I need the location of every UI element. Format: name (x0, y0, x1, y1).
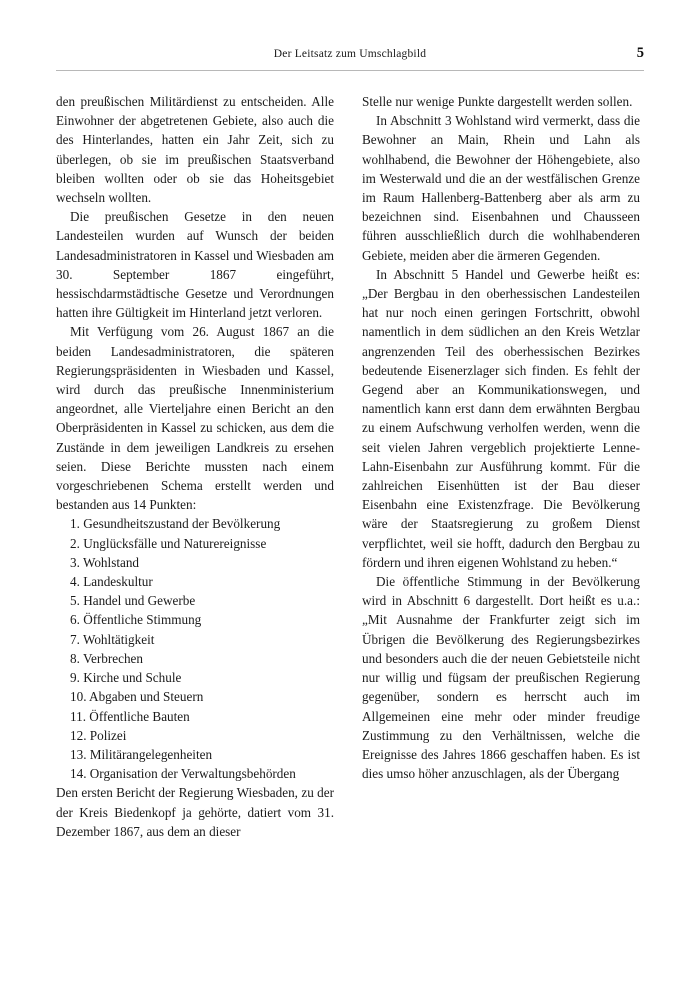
list-item: 7. Wohltätigkeit (70, 631, 155, 647)
paragraph: Die öffentliche Stimmung in der Bevölkerung wird in Abschnitt 6 dargestellt. Dort heißt es u.a.: „Mit Ausnahme der Frankfurter zeigt sich im Übrigen die Bevölkerung des Regierungsbezirkes und besonders auch die der neuen Gebietsteile nicht nur willig und fügsam der preußischen Regierung gegenüber, sondern es herrscht auch im Allgemeinen eine mehr oder minder freudige Zustimmung zu den Verhältnissen, welche die Ereignisse des Jahres 1866 geschaffen haben. Es ist dies umso höher anzuschlagen, als der Übergang (362, 574, 640, 782)
list-item: 2. Unglücksfälle und Naturereignisse (70, 535, 267, 551)
list-item: 3. Wohlstand (70, 554, 140, 570)
list-item: 11. Öffentliche Bauten (70, 708, 190, 724)
list-item: 4. Landeskultur (70, 574, 153, 590)
list-item: 13. Militärangelegenheiten (70, 746, 213, 762)
paragraph: Stelle nur wenige Punkte dargestellt werden sollen. (362, 94, 633, 109)
paragraph: Die preußischen Gesetze in den neuen Landesteilen wurden auf Wunsch der beiden Landesadministratoren in Kassel und Wiesbaden am 30. September 1867 eingeführt, hessischdarmstädtische Gesetze und Verordnungen hatten ihre Gültigkeit im Hinterland jetzt verloren. (56, 209, 334, 321)
running-title: Der Leitsatz zum Umschlagbild (273, 48, 427, 60)
list-item: 10. Abgaben und Steuern (70, 689, 204, 705)
list-item: 12. Polizei (70, 727, 127, 743)
paragraph: In Abschnitt 3 Wohlstand wird vermerkt, dass die Bewohner an Main, Rhein und Lahn als wohlhabend, die Bewohner der Höhengebiete, also im Westerwald und die an der westfälischen Grenze im Raum Hallenberg-Battenberg aber als arm zu bezeichnen sind. Eisenbahnen und Chausseen führen ausschließlich durch die wohlhabenderen Gebiete, meiden aber die ärmeren Gegenden. (362, 113, 640, 263)
paragraph: In Abschnitt 5 Handel und Gewerbe heißt es: „Der Bergbau in den oberhessischen Landesteilen hat nur noch einen geringen Fortschritt, obwohl namentlich in dem südlichen an den Kreis Wetzlar angrenzenden Teil des oberhessischen Bezirkes bedeutende Eisenerzlager sich finden. Es fehlt der Gegend aber an Kommunikationswegen, und namentlich kann erst dann dem erwähnten Bergbau zu einem Aufschwung verholfen werden, wenn die seit vielen Jahren vergeblich projektierte Lenne-Lahn-Eisenbahn zur Ausführung kommt. Für die zahlreichen Eisenhütten ist der Bau dieser Eisenbahn eine Existenzfrage. Die Bevölkerung wäre der Staatsregierung zu großem Dienst verpflichtet, weil sie hofft, dadurch den Bergbau zu fördern und ihren eigenen Wohlstand zu heben.“ (362, 266, 640, 570)
paragraph: Mit Verfügung vom 26. August 1867 an die beiden Landesadministratoren, die späteren Regierungspräsidenten in Wiesbaden und Kassel, wird durch das preußische Innenministerium angeordnet, alle Vierteljahre einen Bericht an den Oberpräsidenten in Kassel zu schicken, aus dem die Zustände in dem jeweiligen Landkreis zu ersehen seien. Diese Berichte mussten nach einem vorgeschriebenen Schema erstellt werden und bestanden aus 14 Punkten: (56, 324, 334, 513)
header-divider (56, 70, 644, 71)
list-item: 1. Gesundheitszustand der Bevölkerung (70, 516, 281, 532)
list-item: 8. Verbrechen (70, 650, 143, 666)
page-header (56, 45, 644, 78)
list-item: 14. Organisation der Verwaltungsbehörden (70, 766, 296, 782)
list-item: 5. Handel und Gewerbe (70, 593, 196, 609)
report-scheme-list (56, 514, 334, 783)
left-column (56, 92, 334, 841)
right-column (362, 92, 640, 841)
paragraph: Den ersten Bericht der Regierung Wiesbaden, zu der der Kreis Biedenkopf ja gehörte, datiert vom 31. Dezember 1867, aus dem an dieser (56, 785, 334, 839)
paragraph: den preußischen Militärdienst zu entscheiden. Alle Einwohner der abgetretenen Gebiete, also auch die des Hinterlandes, hatten ein Jahr Zeit, sich zu überlegen, ob sie im preußischen Staatsverband bleiben wollten oder ob sie das Hoheitsgebiet wechseln wollten. (56, 94, 334, 206)
list-item: 6. Öffentliche Stimmung (70, 612, 202, 628)
page-number: 5 (636, 45, 644, 61)
list-item: 9. Kirche und Schule (70, 670, 182, 686)
text-columns (56, 92, 644, 841)
